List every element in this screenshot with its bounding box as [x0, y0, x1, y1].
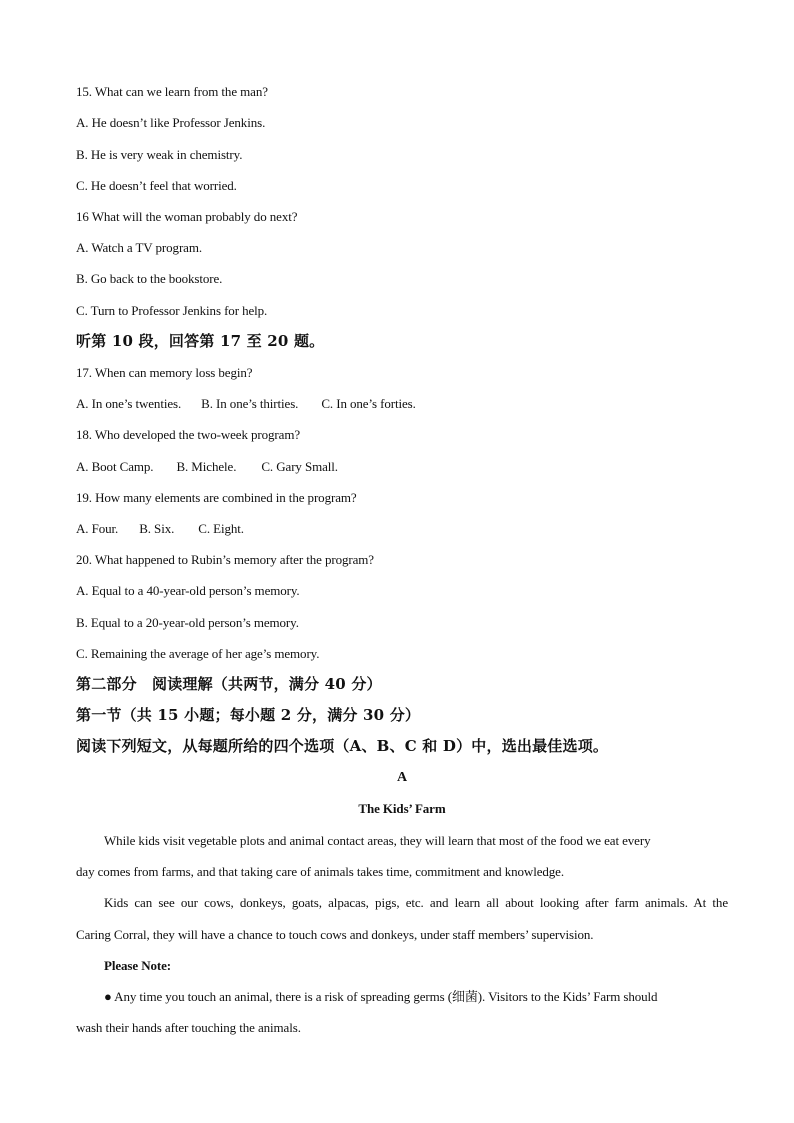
question-18-option-a: A. Boot Camp. — [76, 459, 154, 474]
question-20-option-c: C. Remaining the average of her age’s memory. — [76, 646, 320, 661]
question-17-option-b: B. In one’s thirties. — [201, 396, 299, 411]
question-16-option-c: C. Turn to Professor Jenkins for help. — [76, 303, 268, 318]
bullet-line-2: wash their hands after touching the animals. — [76, 1020, 301, 1035]
question-20-stem: 20. What happened to Rubin’s memory after the program? — [76, 552, 374, 567]
question-19-option-c: C. Eight. — [198, 521, 244, 536]
note-label: Please Note: — [104, 958, 172, 973]
question-17-options — [76, 396, 416, 412]
paragraph-1-line-1: While kids visit vegetable plots and animal contact areas, they will learn that most of the food we eat every — [104, 833, 651, 848]
question-18-option-b: B. Michele. — [176, 459, 237, 474]
paragraph-1-line-2: day comes from farms, and that taking care of animals takes time, commitment and knowledge. — [76, 864, 564, 879]
question-18-options — [76, 459, 338, 475]
question-17-option-a: A. In one’s twenties. — [76, 396, 182, 411]
paragraph-2-line-1: Kids can see our cows, donkeys, goats, alpacas, pigs, etc. and learn all about looking after farm animals. At the — [104, 895, 728, 910]
passage-title: The Kids’ Farm — [358, 801, 446, 816]
question-16-option-b: B. Go back to the bookstore. — [76, 271, 223, 286]
question-15-stem: 15. What can we learn from the man? — [76, 84, 268, 99]
bullet-line-1: ● Any time you touch an animal, there is a risk of spreading germs (细菌). Visitors to the Kids’ Farm should — [104, 989, 658, 1004]
question-18-option-c: C. Gary Small. — [261, 459, 338, 474]
question-16-option-a: A. Watch a TV program. — [76, 240, 203, 255]
question-15-option-a: A. He doesn’t like Professor Jenkins. — [76, 115, 266, 130]
part-2-heading: 第二部分 阅读理解（共两节，满分 40 分） — [76, 675, 382, 693]
question-20-option-a: A. Equal to a 40-year-old person’s memory. — [76, 583, 300, 598]
question-19-stem: 19. How many elements are combined in the program? — [76, 490, 357, 505]
question-18-stem: 18. Who developed the two-week program? — [76, 427, 301, 442]
question-19-option-a: A. Four. — [76, 521, 119, 536]
part-2-section-1-heading: 第一节（共 15 小题；每小题 2 分，满分 30 分） — [76, 706, 421, 724]
question-15-option-c: C. He doesn’t feel that worried. — [76, 178, 237, 193]
question-17-stem: 17. When can memory loss begin? — [76, 365, 253, 380]
question-19-option-b: B. Six. — [139, 521, 175, 536]
question-15-option-b: B. He is very weak in chemistry. — [76, 147, 243, 162]
section-10-heading: 听第 10 段，回答第 17 至 20 题。 — [76, 332, 325, 350]
passage-letter: A — [396, 770, 407, 785]
question-17-option-c: C. In one’s forties. — [321, 396, 416, 411]
question-20-option-b: B. Equal to a 20-year-old person’s memory. — [76, 615, 299, 630]
part-2-instruction: 阅读下列短文，从每题所给的四个选项（A、B、C 和 D）中，选出最佳选项。 — [76, 737, 609, 755]
paragraph-2-line-2: Caring Corral, they will have a chance to touch cows and donkeys, under staff members’ supervision. — [76, 927, 594, 942]
question-19-options — [76, 521, 244, 537]
question-16-stem: 16 What will the woman probably do next? — [76, 209, 298, 224]
